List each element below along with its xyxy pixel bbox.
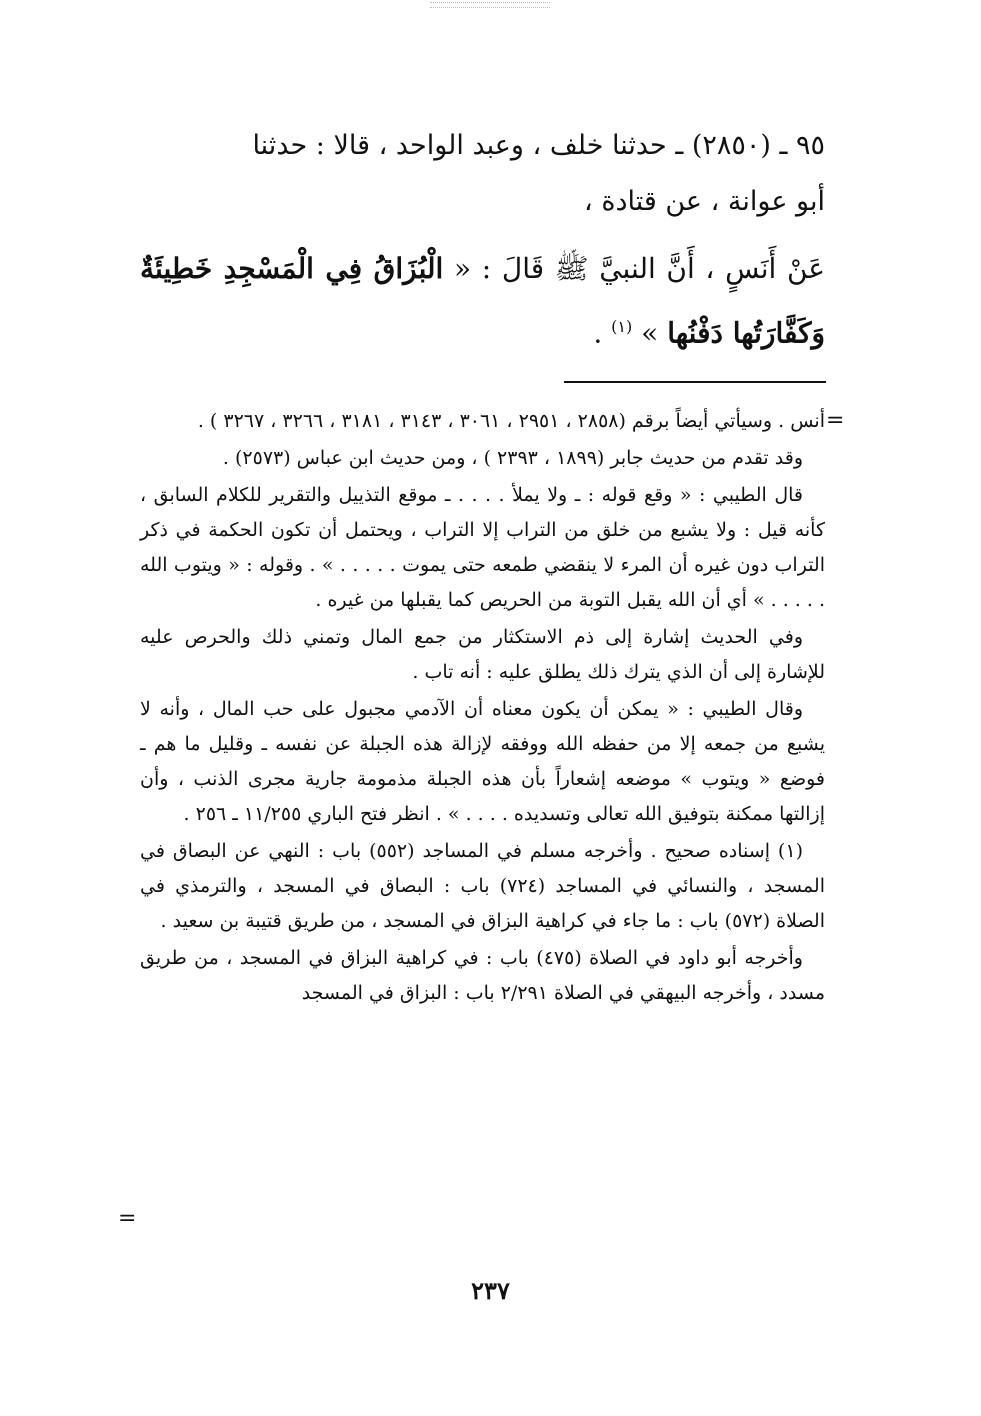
note-paragraph-2: وقد تقدم من حديث جابر (١٨٩٩ ، ٢٣٩٣ ) ، ومن حديث ابن عباس (٢٥٧٣) . <box>222 447 803 469</box>
hadith-block <box>140 118 825 362</box>
footnote-separator <box>564 381 826 383</box>
matn-close: » <box>641 316 659 350</box>
note-paragraph-3: قال الطيبي : « وقع قوله : ـ ولا يملأ . . . . ـ موقع التذييل والتقرير للكلام السابق ، كأنه قيل : ولا يشبع من خلق من التراب إلا التراب ، ويحتمل أن تكون الحكمة في ذكر التراب دون غيره أن المرء لا ينقضي طمعه حتى يموت . . . . . » . وقوله : « ويتوب الله . . . . . » أي أن الله يقبل التوبة من الحريص كما يقبلها من غيره . <box>140 484 825 611</box>
hadith-matn <box>140 240 825 362</box>
isnad-line-2: أبو عوانة ، عن قتادة ، <box>584 186 825 217</box>
top-ornament <box>430 2 550 8</box>
matn-end: . <box>593 316 603 350</box>
page-number: ٢٣٧ <box>471 1276 510 1305</box>
matn-text: الْبُزَاقُ فِي الْمَسْجِدِ خَطِيئَةٌ وَكَفَّارَتُها دَفْنُها <box>140 252 825 350</box>
note-paragraph-5: وقال الطيبي : « يمكن أن يكون معناه أن الآدمي مجبول على حب المال ، وأنه لا يشبع من جمعه إلا من حفظه الله ووفقه لإزالة هذه الجبلة عن نفسه ـ وقليل ما هم ـ فوضع « ويتوب » موضعه إشعاراً بأن هذه الجبلة مذمومة جارية مجرى الذنب ، وأن إزالتها ممكنة بتوفيق الله تعالى وتسديده . . . . » . انظر فتح الباري ١١/٢٥٥ ـ ٢٥٦ . <box>140 698 825 825</box>
note-paragraph-1: أنس . وسيأتي أيضاً برقم (٢٨٥٨ ، ٢٩٥١ ، ٣٠٦١ ، ٣١٤٣ ، ٣١٨١ ، ٣٢٦٦ ، ٣٢٦٧ ) . <box>197 410 825 432</box>
continuation-mark-bottom: = <box>118 1206 137 1231</box>
note-paragraph-4: وفي الحديث إشارة إلى ذم الاستكثار من جمع المال وتمني ذلك والحرص عليه للإشارة إلى أن الذي يترك ذلك يطلق عليه : أنه تاب . <box>140 626 825 683</box>
isnad-line-1: ٩٥ ـ (٢٨٥٠) ـ حدثنا خلف ، وعبد الواحد ، قالا : حدثنا <box>252 130 825 161</box>
note-paragraph-7: وأخرجه أبو داود في الصلاة (٤٧٥) باب : في كراهية البزاق في المسجد ، من طريق مسدد ، وأخرجه البيهقي في الصلاة ٢/٢٩١ باب : البزاق في المسجد <box>140 947 825 1004</box>
matn-intro: عَنْ أَنَسٍ ، أَنَّ النبيَّ ﷺ قَالَ : « <box>454 252 825 285</box>
footnotes <box>140 404 825 1013</box>
continuation-mark-top: = <box>826 408 845 433</box>
footnote-marker: (١) <box>611 317 633 336</box>
note-paragraph-6: (١) إسناده صحيح . وأخرجه مسلم في المساجد (٥٥٢) باب : النهي عن البصاق في المسجد ، والنسائي في المساجد (٧٢٤) باب : البصاق في المسجد ، والترمذي في الصلاة (٥٧٢) باب : ما جاء في كراهية البزاق في المسجد ، من طريق قتيبة بن سعيد . <box>140 840 825 932</box>
